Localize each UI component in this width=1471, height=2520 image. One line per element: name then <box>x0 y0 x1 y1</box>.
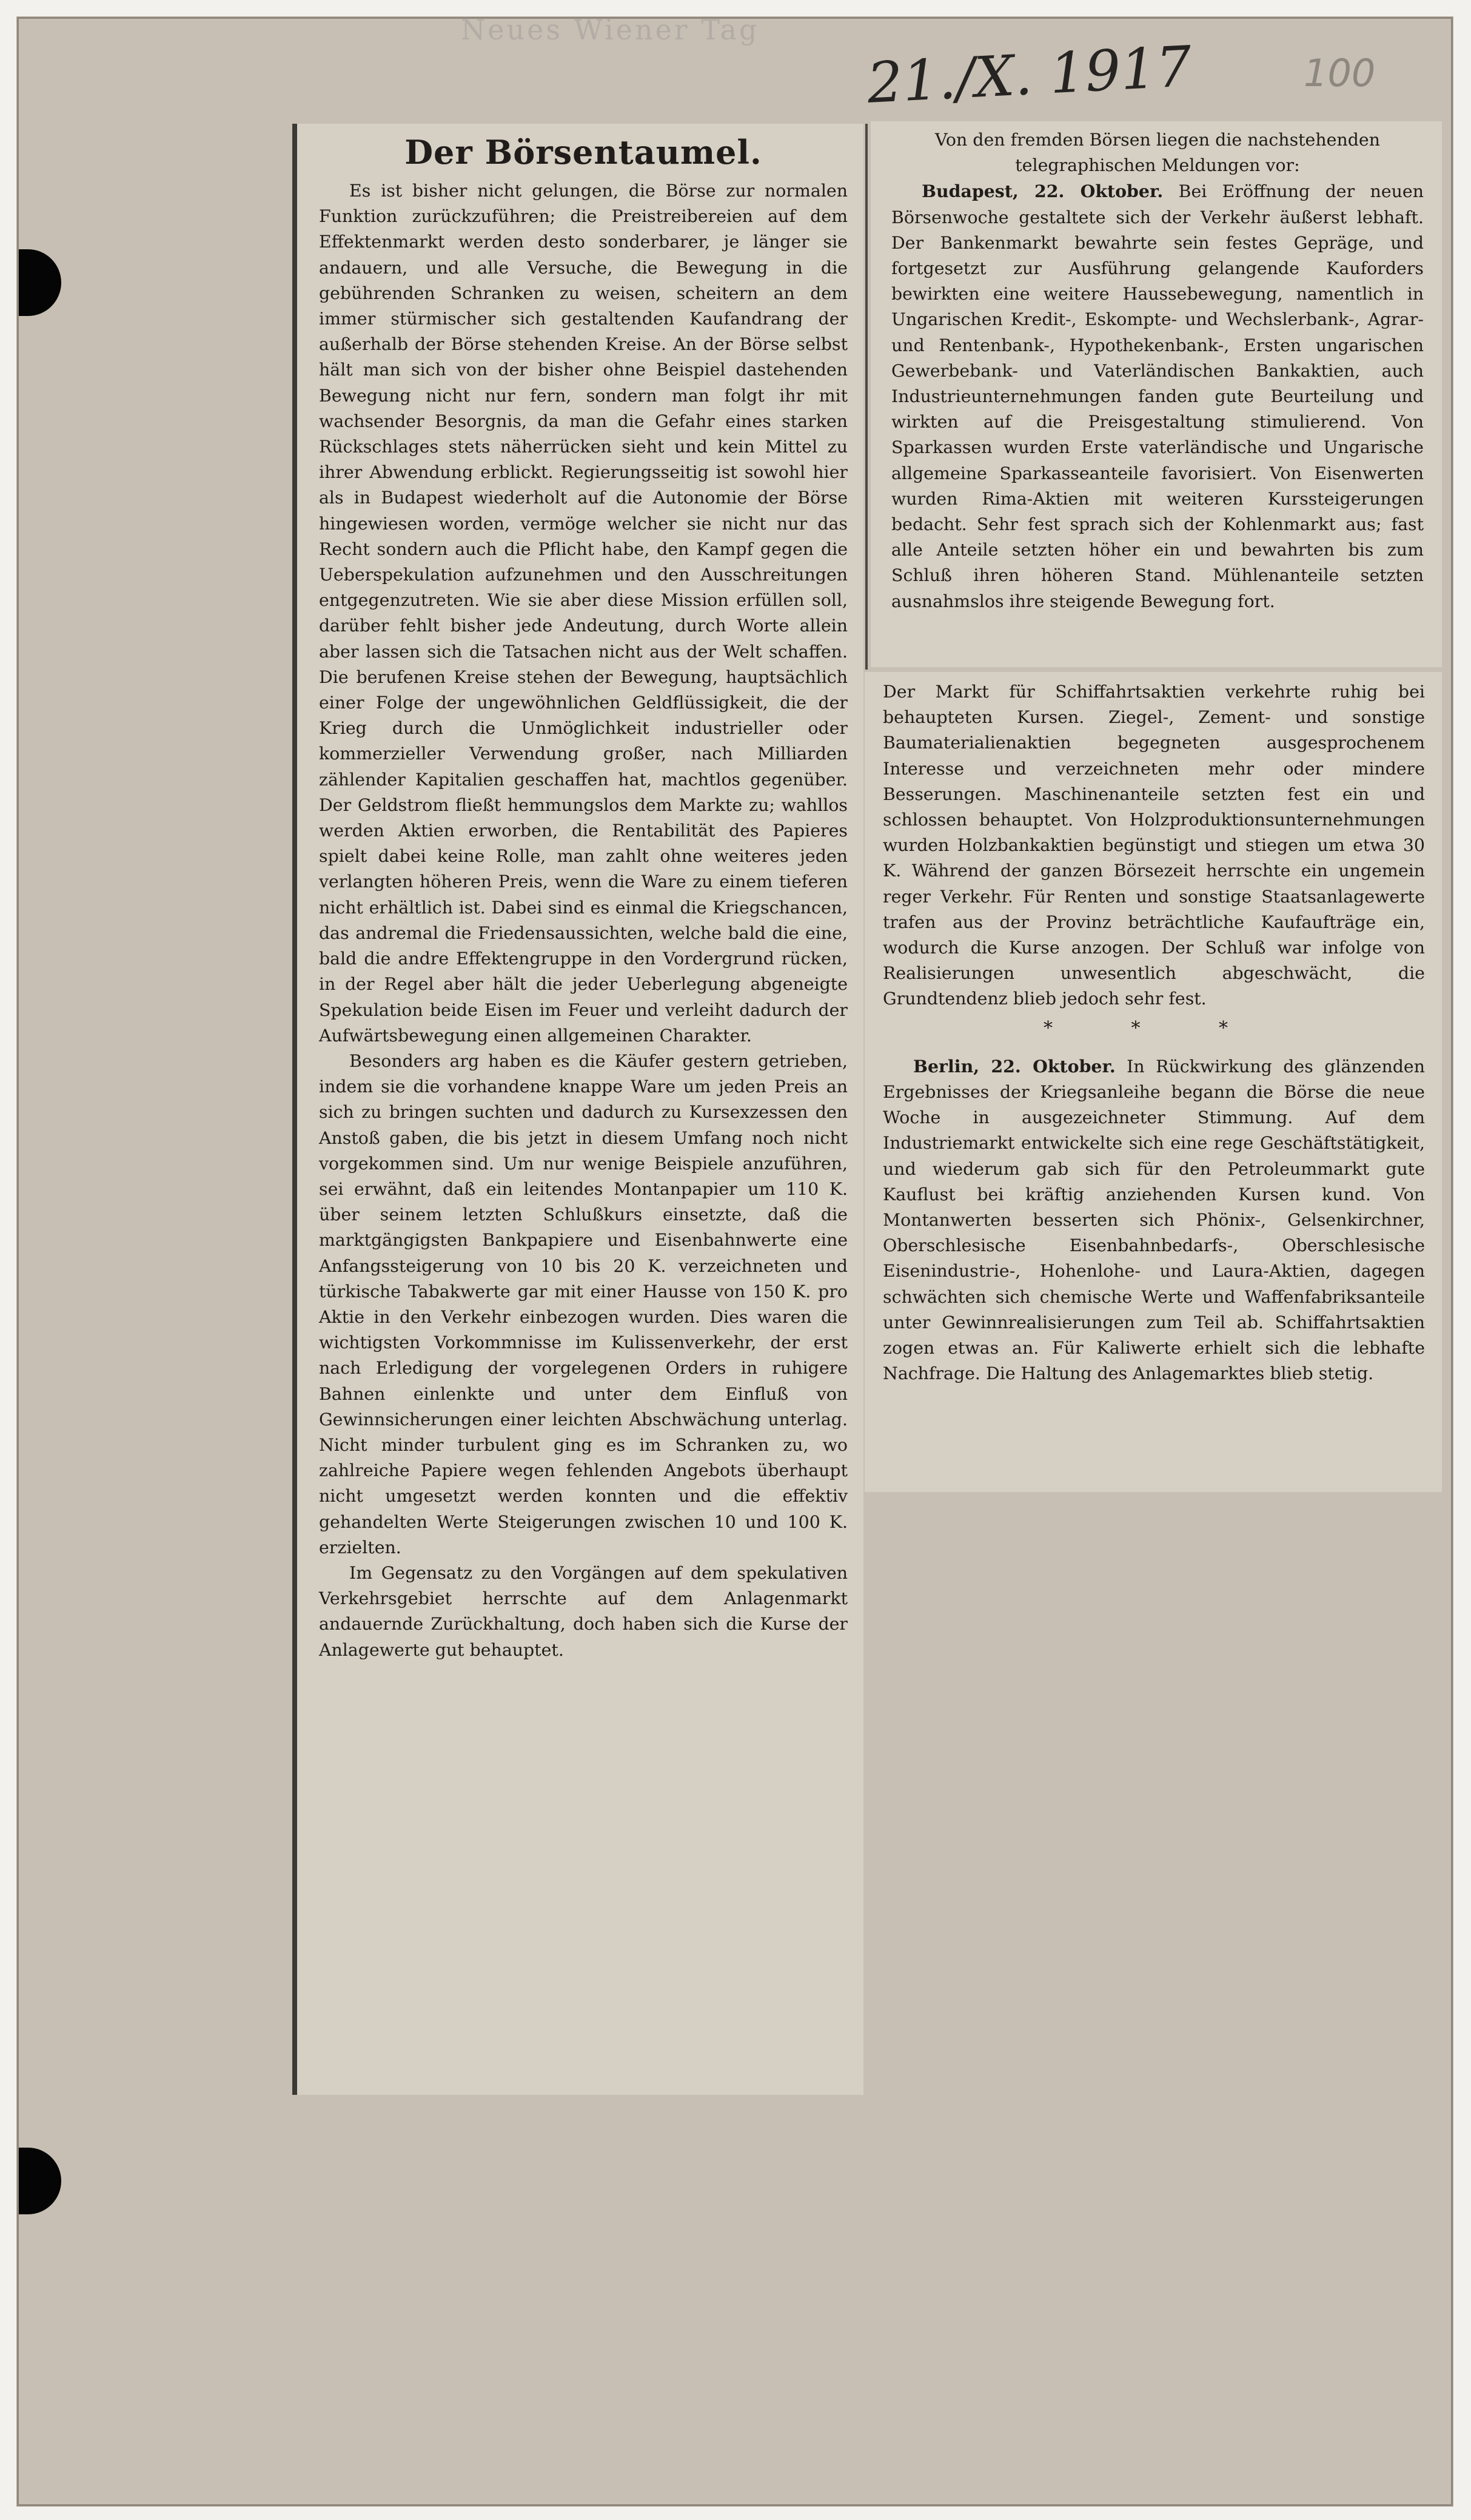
foreign-exchanges-intro: Von den fremden Börsen liegen die nachstehenden telegraphischen Meldungen vor: <box>934 130 1380 176</box>
berlin-dateline: Berlin, 22. Oktober. <box>913 1055 1116 1077</box>
page-number: 100 <box>1304 51 1376 95</box>
punch-hole <box>19 249 61 316</box>
handwritten-date: 21./X. 1917 <box>865 34 1193 116</box>
article-paragraph: Besonders arg haben es die Käufer gestern getrieben, indem sie die vorhandene knappe Ware um jeden Preis an sich zu bringen suchten und dadurch zu Kursexzessen den Anstoß gaben, die bis jetzt in diesem Umfang noch nicht vorgekommen sind. Um nur wenige Beispiele anzuführen, sei erwähnt, daß ein leitendes Montanpapier um 110 K. über seinem letzten Schlußkurs einsetzte, daß die marktgängigsten Bankpapiere und Eisenbahnwerte eine Anfangssteigerung von 10 bis 20 K. verzeichneten und türkische Tabakwerte gar mit einer Hausse von 150 K. pro Aktie in den Verkehr einbezogen wurden. Dies waren die wichtigsten Vorkommnisse im Kulissenverkehr, der erst nach Erledigung der vorgelegenen Orders in ruhigere Bahnen einlenkte und unter dem Einfluß von Gewinnsicherungen einer leichten Abschwächung unterlag. Nicht minder turbulent ging es im Schranken zu, wo zahlreiche Papiere wegen fehlenden Angebots überhaupt nicht umgesetzt werden konnten und die effektiv gehandelten Werte Steigerungen zwischen 10 und 100 K. erzielten. <box>319 1050 848 1557</box>
article-paragraph: Es ist bisher nicht gelungen, die Börse zur normalen Funktion zurückzuführen; die Preistreibereien auf dem Effektenmarkt werden desto sonderbarer, je länger sie andauern, und alle Versuche, die Bewegung in die gebührenden Schranken zu weisen, scheitern an dem immer stürmischer sich gestaltenden Kaufandrang der außerhalb der Börse stehenden Kreise. An der Börse selbst hält man sich von der bisher ohne Beispiel dastehenden Bewegung nicht nur fern, sondern man folgt ihr mit wachsender Besorgnis, da man die Gefahr eines starken Rückschlages stets näherrücken sieht und kein Mittel zu ihrer Abwendung erblickt. Regierungsseitig ist sowohl hier als in Budapest wiederholt auf die Autonomie der Börse hingewiesen worden, vermöge welcher sie nicht nur das Recht sondern auch die Pflicht habe, den Kampf gegen die Ueberspekulation aufzunehmen und den Ausschreitungen entgegenzutreten. Wie sie aber diese Mission erfüllen soll, darüber fehlt bisher jede Andeutung, durch Worte allein aber lassen sich die Tatsachen nicht aus der Welt schaffen. Die berufenen Kreise stehen der Bewegung, hauptsächlich einer Folge der ungewöhnlichen Geldflüssigkeit, die der Krieg durch die Unmöglichkeit industrieller oder kommerzieller Verwendung großer, nach Milliarden zählender Kapitalien geschaffen hat, machtlos gegenüber. Der Geldstrom fließt hemmungslos dem Markte zu; wahllos werden Aktien erworben, die Rentabilität des Papieres spielt dabei keine Rolle, man zahlt ohne weiteres jeden verlangten höheren Preis, wenn die Ware zu einem tieferen nicht erhältlich ist. Dabei sind es einmal die Kriegschancen, das andremal die Friedensaussichten, welche bald die eine, bald die andre Effektengruppe in den Vordergrund rücken, in der Regel aber hält die jeder Ueberlegung abgeneigte Spekulation beide Eisen im Feuer und verleiht dadurch der Aufwärtsbewegung einen allgemeinen Charakter. <box>319 181 848 1046</box>
article-paragraph: Im Gegensatz zu den Vorgängen auf dem spekulativen Verkehrsgebiet herrschte auf dem Anlagenmarkt andauernde Zurückhaltung, doch haben sich die Kurse der Anlagewerte gut behauptet. <box>319 1562 848 1660</box>
clipping-right-bottom <box>865 672 1442 1492</box>
article-headline: Der Börsentaumel. <box>404 133 762 172</box>
budapest-dateline: Budapest, 22. Oktober. <box>922 181 1164 202</box>
clipping-left-article <box>292 124 863 2095</box>
berlin-text: In Rückwirkung des glänzenden Ergebnisses der Kriegsanleihe begann die Börse die neue Woche in ausgezeichneter Stimmung. Auf dem Industriemarkt entwickelte sich eine rege Geschäftstätigkeit, und wiederum gab sich für den Petroleummarkt gute Kauflust bei kräftig anziehenden Kursen kund. Von Montanwerten besserten sich Phönix-, Gelsenkirchner, Oberschlesische Eisenbahnbedarfs-, Oberschlesische Eisenindustrie-, Hohenlohe- und Laura-Aktien, dagegen schwächten sich chemische Werte und Waffenfabriksanteile unter Gewinnrealisierungen zum Teil ab. Schiffahrtsaktien zogen etwas an. Für Kaliwerte erhielt sich die lebhafte Nachfrage. Die Haltung des Anlagemarktes blieb stetig. <box>883 1056 1425 1384</box>
budapest-continuation: Der Markt für Schiffahrtsaktien verkehrte ruhig bei behaupteten Kursen. Ziegel-, Zement- und sonstige Baumaterialienaktien begegneten ausgesprochenem Interesse und verzeichneten mehr oder mindere Besserungen. Maschinenanteile setzten fest ein und schlossen behauptet. Von Holzproduktionsunternehmungen wurden Holzbankaktien begünstigt und stiegen um etwa 30 K. Während der ganzen Börsezeit herrschte ein ungemein reger Verkehr. Für Renten und sonstige Staatsanlagewerte trafen aus der Provinz beträchtliche Kaufaufträge ein, wodurch die Kurse anzogen. Der Schluß war infolge von Realisierungen unwesentlich abgeschwächt, die Grundtendenz blieb jedoch sehr fest. <box>883 682 1425 1009</box>
punch-hole <box>19 2148 61 2214</box>
clipping-right-top <box>871 121 1442 667</box>
budapest-text: Bei Eröffnung der neuen Börsenwoche gestaltete sich der Verkehr äußerst lebhaft. Der Bankenmarkt bewahrte sein festes Gepräge, und fortgesetzt zur Ausführung gelangende Kauforders bewirkten eine weitere Haussebewegung, namentlich in Ungarischen Kredit-, Eskompte- und Wechslerbank-, Agrar- und Rentenbank-, Hypothekenbank-, Ersten ungarischen Gewerbebank- und Vaterländischen Bankaktien, auch Industrieunternehmungen fanden gute Beurteilung und wirkten auf die Preisgestaltung stimulierend. Von Sparkassen wurden Erste vaterländische und Ungarische allgemeine Sparkasseanteile favorisiert. Von Eisenwerten wurden Rima-Aktien mit weiteren Kurssteigerungen bedacht. Sehr fest sprach sich der Kohlenmarkt aus; fast alle Anteile setzten höher ein und bewahrten bis zum Schluß ihren höheren Stand. Mühlenanteile setzten ausnahmslos ihre steigende Bewegung fort. <box>891 181 1424 611</box>
column-rule <box>865 124 868 670</box>
section-separator: * * * <box>1043 1017 1265 1039</box>
berlin-report <box>883 1053 1425 1387</box>
newspaper-masthead: Neues Wiener Tag <box>461 13 760 46</box>
budapest-report <box>891 178 1424 614</box>
